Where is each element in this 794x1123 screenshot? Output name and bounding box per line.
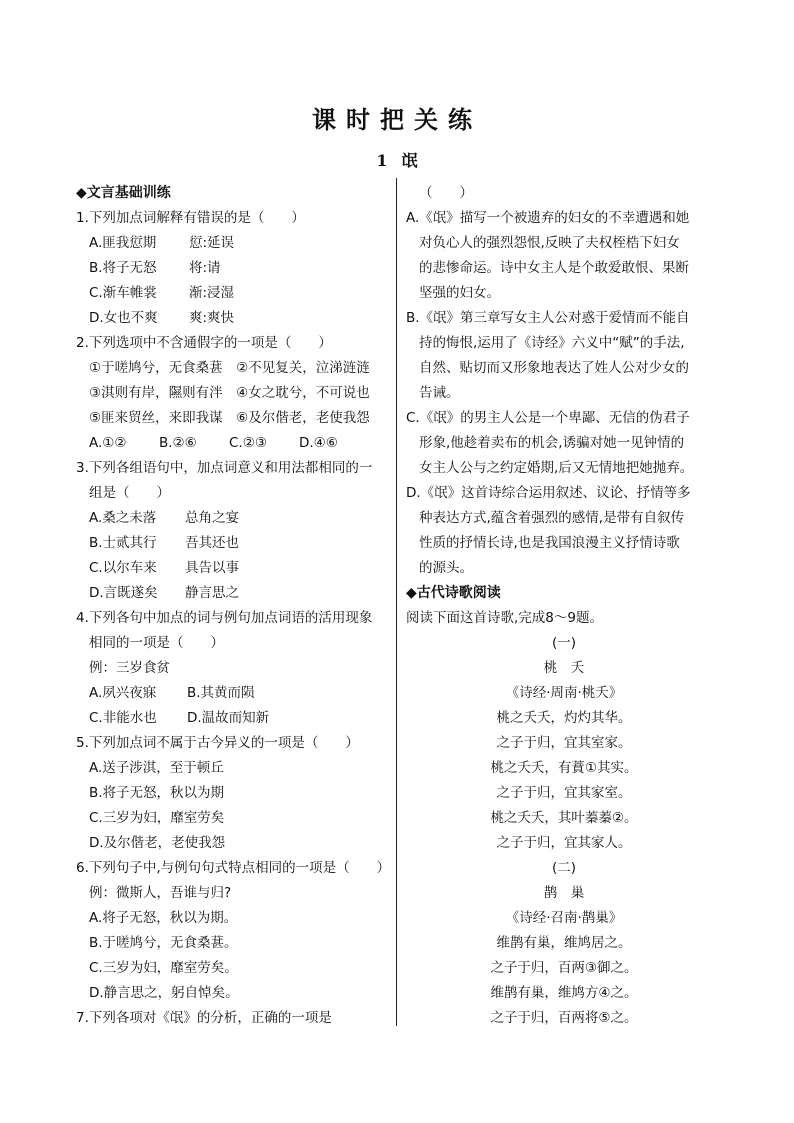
q2-option-c[interactable]: C.②③ bbox=[229, 435, 267, 451]
q4-example: 例：三岁食贫 bbox=[89, 660, 170, 676]
q3-option-c[interactable]: C.以尔车来 具告以事 bbox=[89, 560, 239, 576]
q7-option-a[interactable]: A.《氓》描写一个被遗弃的妇女的不幸遭遇和她 对负心人的强烈怨恨,反映了夫权桎梏下妇女 的悲惨命运。诗中女主人是个敢爱敢恨、果断 坚强的妇女。 bbox=[406, 210, 690, 301]
lesson-heading bbox=[0, 148, 794, 171]
poem2-title: 鹊 巢 bbox=[543, 885, 585, 901]
q5-option-b[interactable]: B.将子无怒，秋以为期 bbox=[89, 785, 225, 801]
q3-option-a[interactable]: A.桑之未落 总角之宴 bbox=[89, 510, 239, 526]
poem2-line: 之子于归，百两将⑤之。 bbox=[490, 1010, 638, 1026]
q4-stem-cont: 相同的一项是（ ） bbox=[89, 635, 224, 651]
q1-option-a[interactable]: A.匪我愆期 愆:延误 bbox=[89, 235, 235, 251]
column-divider bbox=[396, 178, 397, 1026]
q4-option-a[interactable]: A.夙兴夜寐 bbox=[89, 685, 157, 701]
q7-option-b[interactable]: B.《氓》第三章写女主人公对惑于爱情而不能自 持的悔恨,运用了《诗经》六义中“赋”的手法, 自然、贴切而又形象地表达了姓人公对少女的 告诫。 bbox=[406, 310, 690, 401]
reading-intro: 阅读下面这首诗歌,完成8～9题。 bbox=[406, 610, 603, 626]
q5-stem: 5.下列加点词不属于古今异义的一项是（ ） bbox=[76, 735, 359, 751]
q2-options bbox=[76, 431, 390, 456]
q7-stem: 7.下列各项对《氓》的分析，正确的一项是 bbox=[76, 1010, 332, 1026]
q1-option-c[interactable]: C.渐车帷裳 渐:浸湿 bbox=[89, 285, 235, 301]
poem1-line: 桃之夭夭，有蕡①其实。 bbox=[490, 760, 638, 776]
lesson-name: 氓 bbox=[401, 151, 418, 170]
q1-option-d[interactable]: D.女也不爽 爽:爽快 bbox=[89, 310, 235, 326]
q2-item: ③淇则有岸，隰则有泮 ④女之耽兮，不可说也 bbox=[89, 385, 370, 401]
q3-stem: 3.下列各组语句中，加点词意义和用法都相同的一 bbox=[76, 460, 373, 476]
section-heading-classical: ◆文言基础训练 bbox=[76, 185, 171, 201]
q3-stem-cont: 组是（ ） bbox=[89, 485, 170, 501]
q2-option-b[interactable]: B.②⑥ bbox=[159, 435, 197, 451]
poem1-source: 《诗经·周南·桃夭》 bbox=[505, 685, 623, 701]
q4-option-b[interactable]: B.其黄而陨 bbox=[187, 685, 255, 701]
lesson-number: 1 bbox=[376, 151, 388, 170]
q4-options-ab bbox=[76, 681, 390, 706]
poem1-line: 之子于归，宜其家人。 bbox=[496, 835, 632, 851]
q6-option-c[interactable]: C.三岁为妇，靡室劳矣。 bbox=[89, 960, 238, 976]
q4-option-c[interactable]: C.非能水也 bbox=[89, 710, 157, 726]
poem2-line: 之子于归，百两③御之。 bbox=[490, 960, 638, 976]
poem1-line: 之子于归，宜其家室。 bbox=[496, 785, 632, 801]
q7-option-c[interactable]: C.《氓》的男主人公是一个卑鄙、无信的伪君子 形象,他趁着卖布的机会,诱骗对她一见钟情的 女主人公与之约定婚期,后又无情地把她抛弃。 bbox=[406, 410, 694, 476]
q1-stem: 1.下列加点词解释有错误的是（ ） bbox=[76, 210, 305, 226]
q6-option-b[interactable]: B.于嗟鸠兮，无食桑葚。 bbox=[89, 935, 238, 951]
q3-option-d[interactable]: D.言既遂矣 静言思之 bbox=[89, 585, 239, 601]
poem1-line: 桃之夭夭，灼灼其华。 bbox=[496, 710, 632, 726]
poem1-index: (一) bbox=[551, 635, 577, 651]
q6-example: 例：微斯人，吾谁与归? bbox=[89, 885, 232, 901]
q5-option-a[interactable]: A.送子涉淇，至于顿丘 bbox=[89, 760, 224, 776]
q4-options-cd bbox=[76, 706, 390, 731]
poem2-source: 《诗经·召南·鹊巢》 bbox=[505, 910, 623, 926]
q2-item: ⑤匪来贸丝，来即我谋 ⑥及尔偕老，老使我怨 bbox=[89, 410, 370, 426]
q1-option-b[interactable]: B.将子无怒 将:请 bbox=[89, 260, 221, 276]
right-column bbox=[406, 181, 722, 1031]
left-column bbox=[76, 181, 390, 1031]
page-title: 课时把关练 bbox=[312, 105, 482, 134]
poem2-line: 维鹊有巢，维鸠居之。 bbox=[496, 935, 632, 951]
q7-option-d[interactable]: D.《氓》这首诗综合运用叙述、议论、抒情等多 种表达方式,蕴含着强烈的感情,是带有自叙传 性质的抒情长诗,也是我国浪漫主义抒情诗歌 的源头。 bbox=[406, 485, 691, 576]
q4-stem: 4.下列各句中加点的词与例句加点词语的活用现象 bbox=[76, 610, 373, 626]
q5-option-c[interactable]: C.三岁为妇，靡室劳矣 bbox=[89, 810, 225, 826]
q5-option-d[interactable]: D.及尔偕老，老使我怨 bbox=[89, 835, 226, 851]
poem2-index: (二) bbox=[551, 860, 577, 876]
q4-option-d[interactable]: D.温故而知新 bbox=[187, 710, 270, 726]
poem1-title: 桃 夭 bbox=[543, 660, 585, 676]
q6-option-a[interactable]: A.将子无怒，秋以为期。 bbox=[89, 910, 238, 926]
q2-option-d[interactable]: D.④⑥ bbox=[299, 435, 338, 451]
poem1-line: 桃之夭夭，其叶蓁蓁②。 bbox=[490, 810, 638, 826]
q6-option-d[interactable]: D.静言思之，躬自悼矣。 bbox=[89, 985, 239, 1001]
q3-option-b[interactable]: B.士贰其行 吾其还也 bbox=[89, 535, 239, 551]
poem1-line: 之子于归，宜其室家。 bbox=[496, 735, 632, 751]
section-heading-poetry: ◆古代诗歌阅读 bbox=[406, 585, 501, 601]
q6-stem: 6.下列句子中,与例句句式特点相同的一项是（ ） bbox=[76, 860, 391, 876]
q2-stem: 2.下列选项中不含通假字的一项是（ ） bbox=[76, 335, 332, 351]
q2-item: ①于嗟鸠兮，无食桑葚 ②不见复关，泣涕涟涟 bbox=[89, 360, 370, 376]
q2-option-a[interactable]: A.①② bbox=[89, 435, 127, 451]
q7-answer-paren: （ ） bbox=[419, 185, 473, 201]
poem2-line: 维鹊有巢，维鸠方④之。 bbox=[490, 985, 638, 1001]
